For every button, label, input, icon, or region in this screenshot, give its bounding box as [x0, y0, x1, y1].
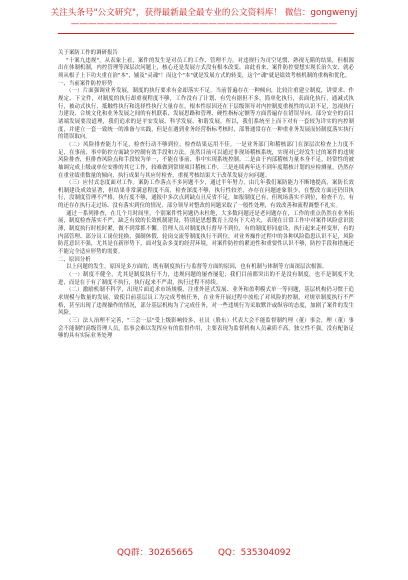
footer-qq: QQ：535304092	[217, 548, 292, 558]
section-heading: 一、当前案件防控形势	[58, 80, 113, 87]
footer-qq-group: QQ群：30265665	[116, 548, 194, 558]
banner-divider	[58, 33, 354, 34]
paragraph: 通过一系列排查，在几个月时间里，个别案件性问题仍未杜绝，大多数问题还是老问题存在，工作的重点仍然在业务拓展，制度检查落实不严，缺乏有效的长效机制建设，特别是思想教育上没有下大功夫，表现在日常工作中对案件风险意识淡薄，制度执行时松时紧，做不到常抓不懈。管理人员对制度执行督导不到位，有的制度形同虚设，执行起来走样变形，有的内部管理、部分员工岗位轮换、强制休假、轮岗交流等制度执行不到位，对业务操作过程中的各种风险隐患认识不足，风险防范意识不强，尤其是在新形势下，面对复杂多变的经营环境，对案件防控的紧迫性和重要性认识不够，防控手段和措施还不能完全适应形势的需要。	[58, 210, 354, 256]
paragraph: （三）应付式态度面对工作。案防工作落点不多问题不少，通过半年努力，由几年我们案防能力不断地提高，案防长效机制建设成效显著，但结果非常满意程度不高，检查深度不够，执行性较差，亦存在问题迹象很少，在整改方面还仍旧执行，没制度管理不严格，执行度不够，通报中多次点到缺点且反省不足，如报制度已有，但现场落实不到位，检查不力，有的还存在执行走过场、没有落实到位的情况，部分领导对整改的问题采取了一般性处理，有效改善和流程调整不扎实。	[58, 180, 354, 210]
banner-separator: ———————————————————————————————	[70, 19, 338, 29]
document-title: 关于案防工作的调研报告	[58, 50, 118, 56]
paragraph: （一）制度不健全，尤其是制度执行不力，违规问题的屡查屡犯；我们目前都突出的不是没有制度，也不是制度不先进，而是在于有了制度不执行，执行起来不严肃，执行过程不持续。	[58, 272, 354, 286]
paragraph: （一）片面强调业务发展，制度的执行要求有金却落实不足。当前普遍存在一种倾向，比较注重建立制度，讲要求、作规定、下文件，对制度的执行却重视程度不够，工作没有了计划、有凭有据但不多，简单化执行，表面化执行，通减式执行，被动式执行，抵触性执行和选择性执行大量存在，根本性原因还在于层级领导对内控制度重视性的认识不足，忽视执行力建设、合规文化和业务发展之间的有机联系、发展思路和管理、硬性指标定额等方面普遍存在错误导向，部分安全的首目诸端发展要没道理，我们追求的是平安发展、科学发展、和谐发展，所以，我们系统至上而下对有一套较为详实的内控制度，并建立一套一致统一的准备与实践，但是在遇到业务经营指标考核时，部署通常存在一种重业务发展而轻制度落实执行的错误取向。	[58, 88, 354, 141]
paragraph: （三）法人治理不完善，"三会一层"受上级影响较多，社员（股东）代表大会不能监督制约理（董）事会，理（董）事会不能制约高级管理人员，监事会难以发挥应有的监督作用，主要表现为监督机构人员素质不高，独立性不强，没有配备足够的具有实际业务处理	[58, 317, 354, 340]
paragraph: "十案九违规"，从表象上看，案件的发生是对员工的工作、管理不力，对违规行为司空见惯、熟视无睹的结果，但根源出在体制机制，内控管理等深层次问题上，核心还是发展方式没有根本改变、由此看来，案件防控要想实现长治久安、就必须从根子上下功夫重在治"本"，辅及"灵魂"！而这个"本"就是发展方式的转变，这个"魂"就是绩效考核机制的重构和优化。	[58, 57, 354, 79]
header-banner	[0, 8, 408, 30]
paragraph: 以上问题的发生，原因是多方面的，既有制度执行与监督等方面的原因，也有机制与体制等方面深层次根源。	[66, 264, 328, 271]
paragraph: （二）激励机制不科学，出现片面追求市场规模、注重外延式发展、业务和盈利模式单一等问题，基层机构仍习惯于追求规模与数量的发展，致使目前基层员工为完成考核任务，在业务开展过程中放松了对风险的控制，对规章制度执行不严格，甚至出现了违规操作的情况，部分基层机构为了完成任务，对一些违规行为采取默许或纵容的态度，加剧了案件的发生风险。	[58, 287, 354, 317]
document-body	[58, 50, 354, 341]
footer-contact	[0, 545, 408, 558]
banner-text: 关注头条号"公文研究"，获得最新最全最专业的公文资料库！ 微信：gongwenyj	[50, 8, 358, 18]
paragraph: （二）风险排查能力不足，检查行动不够到位，检查结果运用不佳。一是业务部门和稽核部门在深层次检查上力度不足，在事前、事中防控方面缺少控制有效手段和方法，虽然目前可以通过非现场稽核系统，实现对已经发生过的案件的违规风险排查，但排查风险点和手段较为单一，不能在事前、事中实现系统控制。二是由于内部稽核力量本身不足，经常性的被抽调完成上级或单位安排的其它工作，较难做到常规项目稽核工作，三是连续两年达不到年度稽核计划的应检测量，仍然存在重业绩重数量的倾向，执行成果与其应付检查，重视考核结果大于改革发展方向问题。	[58, 141, 354, 179]
section-heading: 二、原因分析	[58, 256, 91, 263]
